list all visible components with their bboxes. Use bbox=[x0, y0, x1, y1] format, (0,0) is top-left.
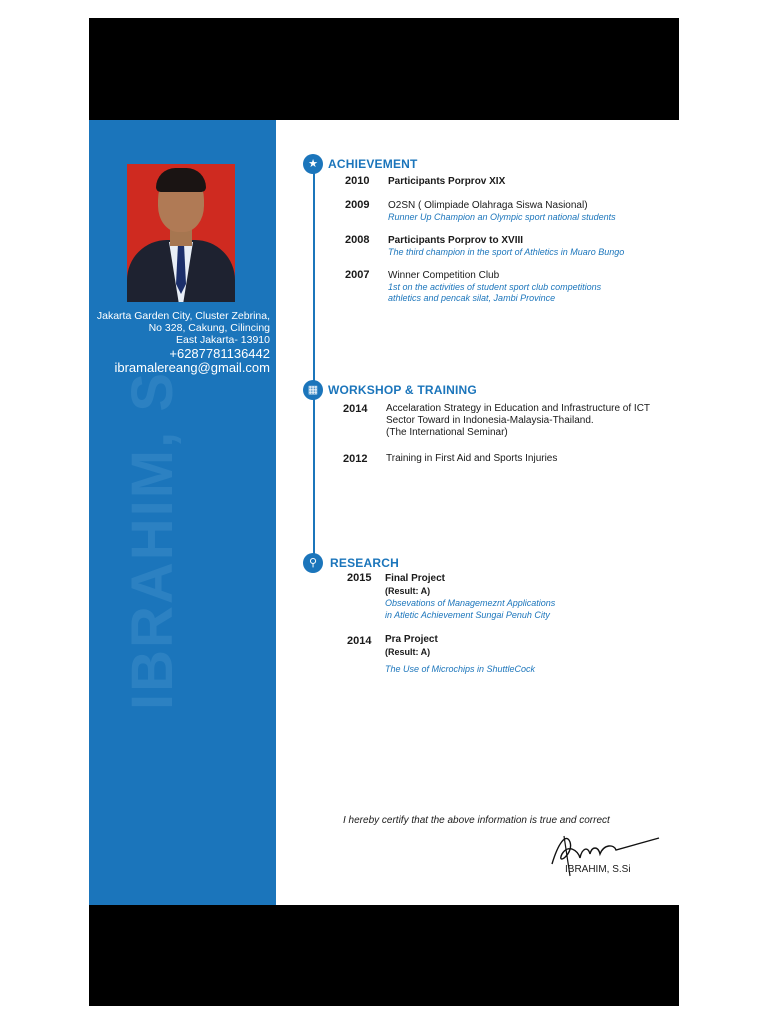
achievement-year: 2010 bbox=[345, 175, 370, 187]
achievement-detail: Runner Up Champion an Olympic sport national students bbox=[388, 212, 616, 222]
research-title: Pra Project bbox=[385, 634, 438, 645]
research-year: 2014 bbox=[347, 635, 372, 647]
address-line-2: No 328, Cakung, Cilincing bbox=[148, 322, 270, 334]
research-detail: The Use of Microchips in ShuttleCock bbox=[385, 664, 536, 674]
workshop-line: (The International Seminar) bbox=[386, 427, 508, 438]
presentation-icon: ▦ bbox=[303, 380, 323, 400]
research-title: Final Project bbox=[385, 573, 446, 584]
address-line-1: Jakarta Garden City, Cluster Zebrina, bbox=[96, 310, 270, 322]
achievement-year: 2009 bbox=[345, 199, 370, 211]
cv-page bbox=[89, 120, 679, 905]
achievement-title: O2SN ( Olimpiade Olahraga Siswa Nasional) bbox=[388, 200, 588, 211]
profile-photo bbox=[127, 164, 235, 302]
achievement-year: 2008 bbox=[345, 234, 370, 246]
achievement-title: Participants Porprov XIX bbox=[388, 176, 506, 187]
research-detail: Obsevations of Managemeznt Applications bbox=[385, 598, 556, 608]
section-title-workshop: WORKSHOP & TRAINING bbox=[328, 383, 477, 397]
workshop-year: 2012 bbox=[343, 453, 368, 465]
section-title-achievement: ACHIEVEMENT bbox=[328, 157, 418, 171]
achievement-title: Winner Competition Club bbox=[388, 270, 500, 281]
achievement-detail: 1st on the activities of student sport club competitions bbox=[388, 282, 602, 292]
name-watermark: IBRAHIM, S bbox=[120, 371, 185, 710]
timeline-line bbox=[313, 168, 315, 568]
workshop-line: Accelaration Strategy in Education and Infrastructure of ICT bbox=[386, 403, 651, 414]
research-detail: in Atletic Achievement Sungai Penuh City bbox=[385, 610, 550, 620]
certification-statement: I hereby certify that the above information is true and correct bbox=[343, 815, 610, 826]
workshop-year: 2014 bbox=[343, 403, 368, 415]
address-line-3: East Jakarta- 13910 bbox=[176, 334, 270, 346]
magnifier-icon: ⚲ bbox=[303, 553, 323, 573]
achievement-year: 2007 bbox=[345, 269, 370, 281]
workshop-line: Sector Toward in Indonesia-Malaysia-Thailand. bbox=[386, 415, 594, 426]
achievement-title: Participants Porprov to XVIII bbox=[388, 235, 524, 246]
achievement-detail: athletics and pencak silat, Jambi Province bbox=[388, 293, 556, 303]
research-year: 2015 bbox=[347, 572, 372, 584]
sidebar bbox=[89, 120, 276, 905]
trophy-icon: ★ bbox=[303, 154, 323, 174]
section-title-research: RESEARCH bbox=[330, 556, 399, 570]
signer-name: IBRAHIM, S.Si bbox=[565, 864, 631, 875]
workshop-line: Training in First Aid and Sports Injuries bbox=[386, 453, 558, 464]
achievement-detail: The third champion in the sport of Athletics in Muaro Bungo bbox=[388, 247, 625, 257]
research-result: (Result: A) bbox=[385, 586, 431, 596]
research-result: (Result: A) bbox=[385, 647, 431, 657]
phone-number: +6287781136442 bbox=[169, 346, 270, 361]
email-address: ibramalereang@gmail.com bbox=[114, 360, 270, 375]
